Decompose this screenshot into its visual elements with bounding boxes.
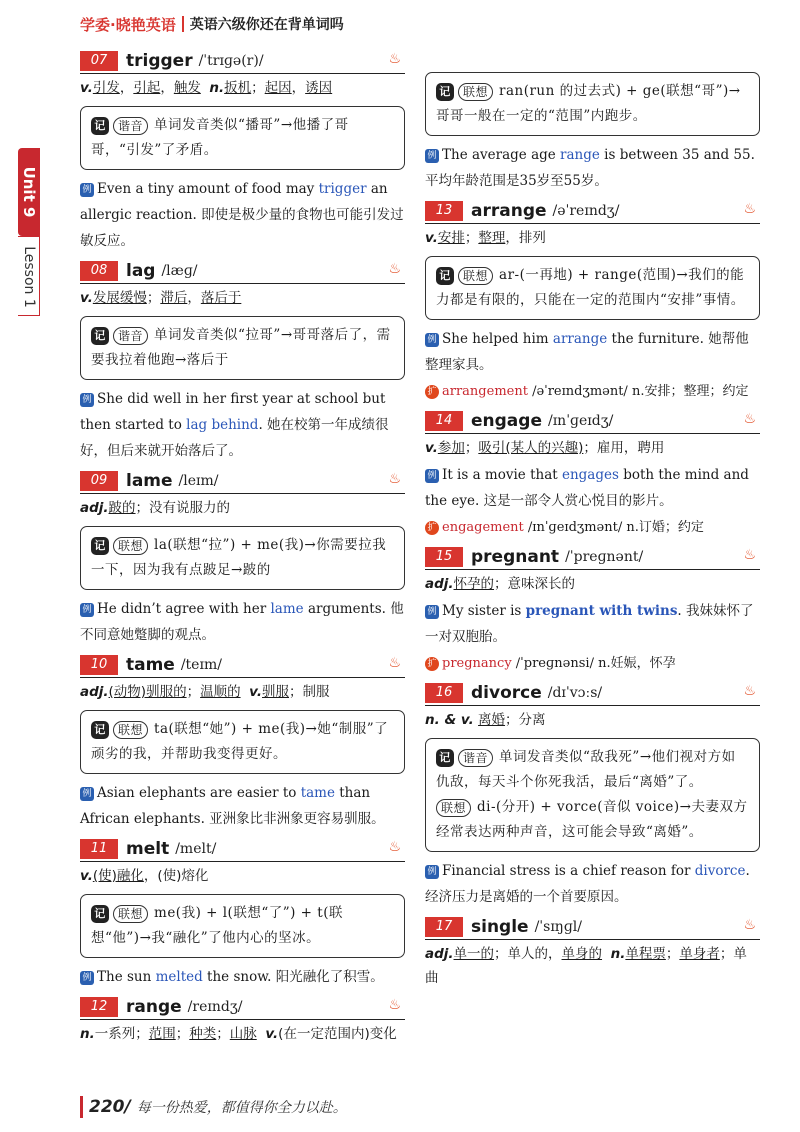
meaning: 单一的 xyxy=(453,946,495,962)
definition: adj.(动物)驯服的；温顺的 v.驯服；制服 xyxy=(80,684,330,700)
example-sentence xyxy=(425,326,760,378)
headword: lame xyxy=(126,470,173,491)
entry-number: 16 xyxy=(425,683,463,703)
homophone-tag: 谐音 xyxy=(113,117,148,135)
entry-tame xyxy=(80,652,405,832)
meaning: 单身的 xyxy=(561,946,603,962)
example-sentence xyxy=(80,780,405,832)
entry-header xyxy=(80,258,405,284)
meaning: 触发 xyxy=(173,80,201,96)
example-text: Asian elephants are easier to xyxy=(97,785,301,801)
meaning: 引起 xyxy=(133,80,161,96)
page-number: 220/ xyxy=(89,1097,131,1117)
example-sentence xyxy=(425,142,760,194)
meaning: (使)熔化 xyxy=(157,868,209,884)
example-text: both the mind and the eye. 这是一部令人赏心悦目的影片。 xyxy=(425,467,749,509)
meaning: (动物)驯服的 xyxy=(108,684,187,700)
memory-tip-icon: 记 xyxy=(91,721,109,739)
meaning: 一系列 xyxy=(94,1026,136,1042)
example-keyword: melted xyxy=(155,969,203,985)
example-text: . 我妹妹怀了一对双胞胎。 xyxy=(425,603,754,645)
memory-tip-text: ta(联想“她”) + me(我)→她“制服”了顽劣的我，并帮助我变得更好。 xyxy=(91,721,389,762)
part-of-speech: v. xyxy=(425,440,438,456)
entry-pregnant xyxy=(425,544,760,676)
flame-icon: ♨ xyxy=(388,997,401,1013)
memory-tip-text: ran(run 的过去式) + ge(联想“哥”)→哥哥一般在一定的“范围”内跑步。 xyxy=(436,83,741,124)
flame-icon: ♨ xyxy=(743,917,756,933)
memory-tip-icon: 记 xyxy=(91,537,109,555)
phonetic: /dɪˈvɔːs/ xyxy=(547,684,603,701)
example-text: . 她在校第一年成绩很好，但后来就开始落后了。 xyxy=(80,417,389,459)
example-icon: 例 xyxy=(80,183,94,197)
memory-tip-box xyxy=(80,106,405,170)
entry-trigger xyxy=(80,48,405,254)
derivative-word: arrangement xyxy=(442,384,528,399)
example-sentence xyxy=(425,858,760,910)
headword: pregnant xyxy=(471,546,560,567)
page-header xyxy=(80,10,344,38)
meaning: 离婚 xyxy=(478,712,506,728)
example-icon: 例 xyxy=(425,149,439,163)
meaning: 落后于 xyxy=(200,290,242,306)
part-of-speech: n. xyxy=(209,80,225,96)
meaning: 引发 xyxy=(92,80,120,96)
brand-name: 学委·晓艳英语 xyxy=(80,15,176,34)
headword: divorce xyxy=(471,682,542,703)
example-keyword: lag behind xyxy=(186,417,259,433)
entry-header xyxy=(80,836,405,862)
part-of-speech: v. xyxy=(80,290,93,306)
meaning: 跛的 xyxy=(108,500,136,516)
example-keyword: lame xyxy=(270,601,304,617)
example-text: She did well in her first year at school but then started to xyxy=(80,391,386,433)
meaning: 分离 xyxy=(518,712,546,728)
meaning: 单身者 xyxy=(679,946,720,962)
entry-number: 12 xyxy=(80,997,118,1017)
extend-icon: 扩 xyxy=(425,385,439,399)
example-sentence xyxy=(80,596,405,648)
unit-label: Unit 9 xyxy=(20,166,38,218)
phonetic: /teɪm/ xyxy=(180,656,222,673)
meaning: 起因 xyxy=(264,80,292,96)
headword: melt xyxy=(126,838,170,859)
example-sentence xyxy=(80,964,405,990)
association-tag: 联想 xyxy=(113,905,148,923)
flame-icon: ♨ xyxy=(743,411,756,427)
example-text: an allergic reaction. 即使是极少量的食物也可能引发过敏反应。 xyxy=(80,181,404,249)
entry-engage xyxy=(425,408,760,540)
example-icon: 例 xyxy=(425,605,439,619)
memory-tip-text: 单词发音类似“敌我死”→他们视对方如仇敌，每天斗个你死我活，最后“离婚”了。 xyxy=(436,749,736,790)
association-tag: 联想 xyxy=(113,537,148,555)
memory-tip-box xyxy=(80,316,405,380)
derivative-word: pregnancy xyxy=(442,656,512,671)
footer-slogan: 每一份热爱，都值得你全力以赴。 xyxy=(136,1100,347,1116)
example-text: is between 35 and 55. 平均年龄范围是35岁至55岁。 xyxy=(425,147,755,189)
memory-tip-icon: 记 xyxy=(91,117,109,135)
example-text: arguments. 他不同意她蹩脚的观点。 xyxy=(80,601,404,643)
association-tag: 联想 xyxy=(113,721,148,739)
phonetic: /ˈtrɪɡə(r)/ xyxy=(198,52,264,69)
flame-icon: ♨ xyxy=(743,547,756,563)
entry-single xyxy=(425,914,760,990)
entry-number: 08 xyxy=(80,261,118,281)
meaning: 诱因 xyxy=(305,80,333,96)
unit-label-box xyxy=(18,148,40,236)
entry-lag xyxy=(80,258,405,464)
part-of-speech: adj. xyxy=(80,500,109,516)
example-text: the snow. 阳光融化了积雪。 xyxy=(202,969,384,985)
example-text: He didn’t agree with her xyxy=(97,601,271,617)
example-text: Even a tiny amount of food may xyxy=(97,181,319,197)
page-footer xyxy=(80,1096,347,1118)
example-icon: 例 xyxy=(80,603,94,617)
definition: adj.怀孕的；意味深长的 xyxy=(425,576,576,592)
meaning: 整理 xyxy=(478,230,506,246)
lesson-label-box xyxy=(18,236,40,316)
entry-number: 15 xyxy=(425,547,463,567)
meaning: 扳机 xyxy=(224,80,252,96)
left-column xyxy=(80,44,405,1046)
flame-icon: ♨ xyxy=(743,683,756,699)
meaning: 滞后 xyxy=(160,290,188,306)
entry-header xyxy=(80,652,405,678)
homophone-tag: 谐音 xyxy=(113,327,148,345)
memory-tip-icon: 记 xyxy=(436,749,454,767)
part-of-speech: n. xyxy=(80,1026,95,1042)
memory-tip-box xyxy=(80,526,405,590)
homophone-tag: 谐音 xyxy=(458,749,493,767)
memory-tip-box xyxy=(425,256,760,320)
definition: v.(使)融化，(使)熔化 xyxy=(80,868,209,884)
part-of-speech: adj. xyxy=(425,946,454,962)
derivative-word: engagement xyxy=(442,520,524,535)
memory-tip-box xyxy=(80,894,405,958)
association-tag: 联想 xyxy=(458,267,493,285)
entry-number: 09 xyxy=(80,471,118,491)
meaning: 单曲 xyxy=(425,946,747,986)
entry-number: 11 xyxy=(80,839,118,859)
example-keyword: range xyxy=(560,147,600,163)
memory-tip-icon: 记 xyxy=(91,327,109,345)
flame-icon: ♨ xyxy=(388,655,401,671)
memory-tip-icon: 记 xyxy=(436,267,454,285)
memory-tip-icon: 记 xyxy=(91,905,109,923)
entry-header xyxy=(80,468,405,494)
part-of-speech: adj. xyxy=(80,684,109,700)
unit-side-tab xyxy=(18,148,58,316)
meaning: 制服 xyxy=(302,684,330,700)
definition: v.安排；整理，排列 xyxy=(425,230,546,246)
phonetic: /leɪm/ xyxy=(178,472,219,489)
entry-header xyxy=(425,680,760,706)
memory-tip-text: ar-(一再地) + range(范围)→我们的能力都是有限的，只能在一定的范围内“安排”事情。 xyxy=(436,267,745,308)
definition: n.一系列；范围；种类；山脉 v.(在一定范围内)变化 xyxy=(80,1026,397,1042)
meaning: 单程票 xyxy=(625,946,666,962)
extend-icon: 扩 xyxy=(425,657,439,671)
example-text: than African elephants. 亚洲象比非洲象更容易驯服。 xyxy=(80,785,385,827)
headword: trigger xyxy=(126,50,193,71)
headword: arrange xyxy=(471,200,547,221)
example-text: The average age xyxy=(442,147,561,163)
header-divider xyxy=(182,16,184,32)
flame-icon: ♨ xyxy=(743,201,756,217)
entry-number: 17 xyxy=(425,917,463,937)
meaning: 没有说服力的 xyxy=(149,500,231,516)
phonetic: /ɪnˈɡeɪdʒ/ xyxy=(547,412,614,429)
phonetic: /melt/ xyxy=(175,840,217,857)
example-icon: 例 xyxy=(80,787,94,801)
example-icon: 例 xyxy=(80,971,94,985)
example-icon: 例 xyxy=(425,333,439,347)
meaning: 安排 xyxy=(437,230,465,246)
entry-arrange xyxy=(425,198,760,404)
headword: tame xyxy=(126,654,175,675)
headword: range xyxy=(126,996,182,1017)
definition: adj.单一的；单人的，单身的 n.单程票；单身者；单曲 xyxy=(425,946,747,986)
definition: v.引发，引起，触发 n.扳机；起因，诱因 xyxy=(80,80,333,96)
meaning: 雇用，聘用 xyxy=(596,440,665,456)
example-icon: 例 xyxy=(425,865,439,879)
memory-tip-text: la(联想“拉”) + me(我)→你需要拉我一下，因为我有点跛足→跛的 xyxy=(91,537,387,578)
meaning: (在一定范围内)变化 xyxy=(278,1026,397,1042)
definition: v.参加；吸引(某人的兴趣)；雇用，聘用 xyxy=(425,440,665,456)
association-tag: 联想 xyxy=(436,799,471,817)
association-tag: 联想 xyxy=(458,83,493,101)
flame-icon: ♨ xyxy=(388,471,401,487)
memory-tip-icon: 记 xyxy=(436,83,454,101)
derivative xyxy=(425,380,760,404)
meaning: 排列 xyxy=(518,230,546,246)
right-column xyxy=(425,44,760,990)
extend-icon: 扩 xyxy=(425,521,439,535)
derivative-text: /əˈreɪndʒmənt/ n.安排；整理；约定 xyxy=(527,384,749,399)
phonetic: /əˈreɪndʒ/ xyxy=(552,202,620,219)
part-of-speech: v. xyxy=(249,684,262,700)
meaning: 意味深长的 xyxy=(507,576,576,592)
example-text: She helped him xyxy=(442,331,553,347)
example-keyword: engages xyxy=(561,467,619,483)
phonetic: /læɡ/ xyxy=(161,262,198,279)
memory-tip-box xyxy=(425,738,760,852)
meaning: 山脉 xyxy=(229,1026,257,1042)
lesson-label: Lesson 1 xyxy=(21,246,37,308)
entry-range-continued xyxy=(425,72,760,194)
example-icon: 例 xyxy=(80,393,94,407)
memory-tip-box xyxy=(425,72,760,136)
headword: engage xyxy=(471,410,542,431)
headword: single xyxy=(471,916,529,937)
example-text: It is a movie that xyxy=(442,467,562,483)
page-number-bar xyxy=(80,1096,83,1118)
entry-header xyxy=(425,544,760,570)
derivative xyxy=(425,516,760,540)
memory-tip-box xyxy=(80,710,405,774)
example-sentence xyxy=(80,176,405,254)
entry-header xyxy=(425,408,760,434)
entry-number: 10 xyxy=(80,655,118,675)
flame-icon: ♨ xyxy=(388,261,401,277)
derivative-text: /ɪnˈɡeɪdʒmənt/ n.订婚；约定 xyxy=(523,520,704,535)
flame-icon: ♨ xyxy=(388,51,401,67)
definition: v.发展缓慢；滞后，落后于 xyxy=(80,290,242,306)
phonetic: /ˈsɪŋɡl/ xyxy=(534,918,582,935)
memory-tip-text: 单词发音类似“拉哥”→哥哥落后了，需要我拉着他跑→落后于 xyxy=(91,327,391,368)
entry-range xyxy=(80,994,405,1046)
part-of-speech: v. xyxy=(80,80,93,96)
part-of-speech: v. xyxy=(265,1026,279,1042)
part-of-speech: adj. xyxy=(425,576,454,592)
meaning: 怀孕的 xyxy=(453,576,495,592)
entry-divorce xyxy=(425,680,760,910)
example-text: My sister is xyxy=(442,603,526,619)
phonetic: /reɪndʒ/ xyxy=(187,998,243,1015)
entry-number: 13 xyxy=(425,201,463,221)
part-of-speech: v. xyxy=(425,230,438,246)
meaning: (使)融化 xyxy=(92,868,144,884)
example-sentence xyxy=(425,462,760,514)
memory-tip-text: me(我) + l(联想“了”) + t(联想“他”)→我“融化”了他内心的坚冰。 xyxy=(91,905,343,946)
entry-header xyxy=(425,914,760,940)
entry-melt xyxy=(80,836,405,990)
meaning: 温顺的 xyxy=(200,684,241,700)
example-text: Financial stress is a chief reason for xyxy=(442,863,695,879)
example-icon: 例 xyxy=(425,469,439,483)
derivative-text: /ˈpreɡnənsi/ n.妊娠，怀孕 xyxy=(511,656,676,671)
example-keyword: divorce xyxy=(694,863,746,879)
meaning: 发展缓慢 xyxy=(92,290,147,306)
entry-header xyxy=(425,198,760,224)
definition: adj.跛的；没有说服力的 xyxy=(80,500,231,516)
derivative xyxy=(425,652,760,676)
example-text: . 经济压力是离婚的一个首要原因。 xyxy=(425,863,750,905)
example-keyword: pregnant with twins xyxy=(525,603,678,619)
meaning: 范围 xyxy=(148,1026,176,1042)
flame-icon: ♨ xyxy=(388,839,401,855)
example-sentence xyxy=(80,386,405,464)
example-text: The sun xyxy=(97,969,156,985)
memory-tip-text: 单词发音类似“播哥”→他播了哥哥，“引发”了矛盾。 xyxy=(91,117,349,158)
part-of-speech: n. xyxy=(610,946,626,962)
book-title: 英语六级你还在背单词吗 xyxy=(189,17,344,33)
entry-number: 07 xyxy=(80,51,118,71)
example-keyword: arrange xyxy=(552,331,608,347)
example-sentence xyxy=(425,598,760,650)
meaning: 单人的 xyxy=(507,946,549,962)
memory-tip-text-2: di-(分开) + vorce(音似 voice)→夫妻双方经常表达两种声音，这可能会导致“离婚”。 xyxy=(436,799,748,840)
definition: n. & v. 离婚；分离 xyxy=(425,712,546,728)
example-keyword: trigger xyxy=(318,181,367,197)
phonetic: /ˈpreɡnənt/ xyxy=(565,548,644,565)
meaning: 驯服 xyxy=(262,684,289,700)
part-of-speech: v. xyxy=(80,868,93,884)
example-keyword: tame xyxy=(300,785,335,801)
meaning: 吸引(某人的兴趣) xyxy=(478,440,584,456)
entry-number: 14 xyxy=(425,411,463,431)
entry-header xyxy=(80,48,405,74)
entry-header xyxy=(80,994,405,1020)
meaning: 参加 xyxy=(437,440,465,456)
entry-lame xyxy=(80,468,405,648)
headword: lag xyxy=(126,260,156,281)
example-text: the furniture. 她帮他整理家具。 xyxy=(425,331,749,373)
part-of-speech: n. & v. xyxy=(425,712,474,728)
meaning: 种类 xyxy=(189,1026,217,1042)
